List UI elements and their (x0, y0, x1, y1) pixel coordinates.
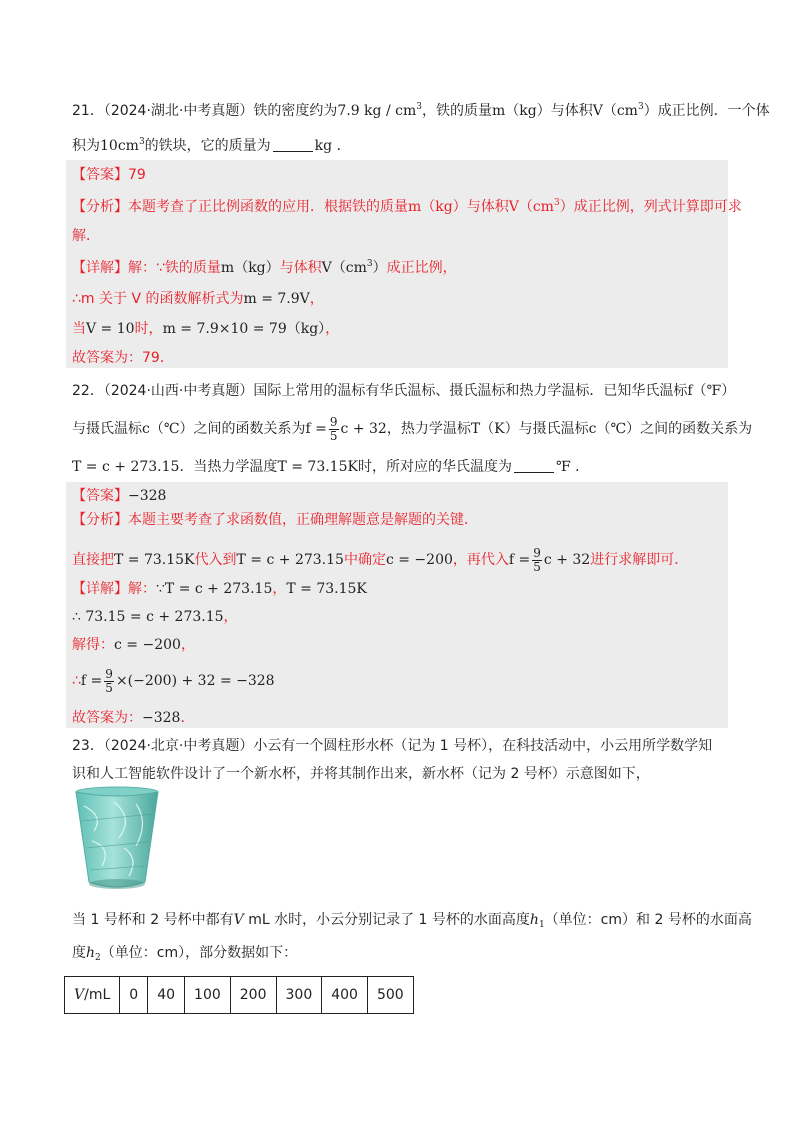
q21-stem-text: 与体积 (550, 103, 593, 119)
table-cell: 500 (367, 977, 413, 1014)
q21-stem-text: 积为 (72, 138, 100, 154)
q23-stem-line1: 23．（2024·北京·中考真题）小云有一个圆柱形水杯（记为 1 号杯），在科技活动中，小云用所学数学知 (72, 738, 713, 754)
table-cell: 200 (230, 977, 276, 1014)
q22-detail: 【详解】解：∵T = c + 273.15，T = 73.15K (72, 581, 367, 597)
q23-stem-line4: 度$h_2$（单位：cm），部分数据如下： (72, 945, 298, 963)
q21-step2: 当V = 10时，m = 7.9×10 = 79（kg）， (72, 321, 340, 337)
q21-conclusion: 故答案为：79． (72, 350, 174, 366)
q21-unit: kg ． (314, 138, 351, 154)
table-cell: 0 (120, 977, 148, 1014)
q22-step1: ∴ 73.15 = c + 273.15， (72, 609, 238, 625)
q21-stem-line2 (72, 138, 351, 153)
q21-answer-blank (273, 138, 313, 152)
table-cell: 400 (322, 977, 368, 1014)
q22-step3: ∴f = $\frac{9}{5}$ ×(−200) + 32 = −328 (72, 667, 275, 695)
table-cell: 40 (148, 977, 185, 1014)
q21-mass-var: m（kg） (491, 103, 551, 119)
water-cup-image (74, 786, 160, 894)
q21-stem-line1 (72, 103, 770, 118)
q22-fraction: $\frac{9}{5}$ (329, 415, 338, 443)
q21-volume-value: $10cm^3$ (100, 137, 145, 154)
q22-method: 直接把T = 73.15K代入到T = c + 273.15中确定c = −200，再代入f = $\frac{9}{5}$ c + 32进行求解即可． (72, 546, 689, 574)
q22-fahrenheit-var: f（℉） (687, 383, 736, 399)
q21-stem-text: 21．（2024·湖北·中考真题）铁的密度约为 (72, 103, 338, 119)
table-header-cell: V/mL (65, 977, 120, 1014)
volume-data-table (64, 976, 414, 1014)
q21-step1: ∴m 关于 V 的函数解析式为m = 7.9V， (72, 291, 324, 307)
q21-analysis-line1: 【分析】本题考查了正比例函数的应用．根据铁的质量m（kg）与体积$V(cm^3)$成正比例，列式计算即可求 (72, 198, 742, 215)
q21-analysis-line2: 解． (72, 228, 100, 244)
q22-conclusion: 故答案为：−328． (72, 710, 195, 726)
q21-stem-text: ，铁的质量 (421, 103, 492, 119)
q22-step2: 解得：c = −200， (72, 637, 195, 653)
q22-answer: 【答案】−328 (72, 488, 167, 504)
q21-volume-var: $V(cm^3)$ (592, 102, 658, 119)
q21-answer: 【答案】79 (72, 167, 146, 183)
q23-stem-line3: 当 1 号杯和 2 号杯中都有V mL 水时，小云分别记录了 1 号杯的水面高度$h_1$（单位：cm）和 2 号杯的水面高 (72, 912, 752, 930)
q21-density: 7.9 kg / $cm^3$ (337, 102, 422, 119)
q21-stem-text: 的铁块，它的质量为 (144, 138, 271, 154)
q22-analysis: 【分析】本题主要考查了求函数值，正确理解题意是解题的关键． (72, 512, 478, 528)
q21-stem-text: 成正比例．一个体 (657, 103, 770, 119)
table-cell: 300 (276, 977, 322, 1014)
q22-stem-line3: T = c + 273.15．当热力学温度T = 73.15K时，所对应的华氏温度为 ℉ ． (72, 459, 590, 475)
q22-answer-blank (514, 459, 554, 473)
q22-stem-line1: 22．（2024·山西·中考真题）国际上常用的温标有华氏温标、摄氏温标和热力学温标．已知华氏温标f（℉） (72, 383, 736, 399)
table-row (65, 977, 414, 1014)
table-cell: 100 (185, 977, 231, 1014)
q22-stem-line2: 与摄氏温标c（℃）之间的函数关系为f = $\frac{9}{5}$ c + 32，热力学温标T（K）与摄氏温标c（℃）之间的函数关系为 (72, 415, 753, 443)
q23-stem-line2: 识和人工智能软件设计了一个新水杯，并将其制作出来，新水杯（记为 2 号杯）示意图如下， (72, 766, 650, 782)
q21-detail-line: 【详解】解：∵铁的质量m（kg）与体积$V(cm^3)$成正比例， (72, 259, 457, 276)
